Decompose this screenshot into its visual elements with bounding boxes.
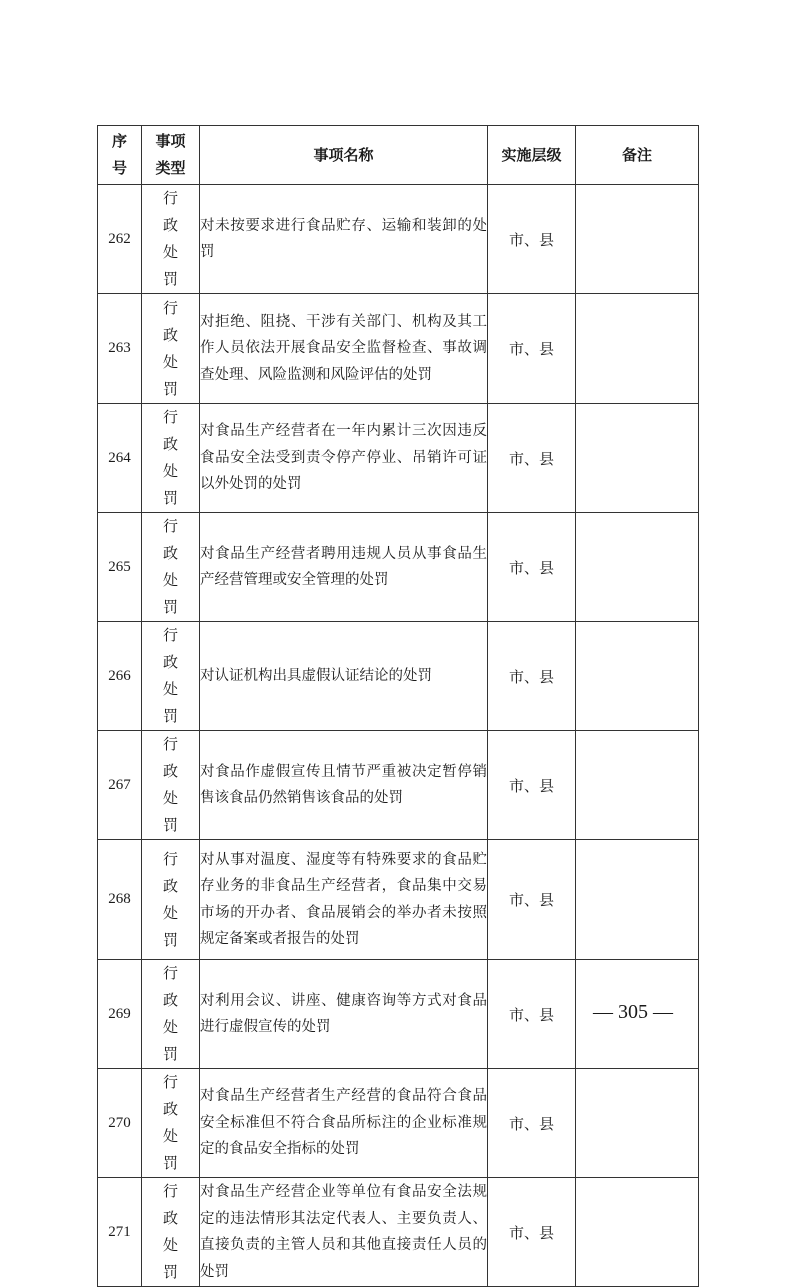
table-row — [98, 294, 699, 404]
type-cell: 行政处罚 — [142, 185, 200, 294]
name-cell: 对食品生产经营者在一年内累计三次因违反食品安全法受到责令停产停业、吊销许可证以外处罚的处罚 — [200, 404, 488, 513]
name-cell: 对食品生产经营者生产经营的食品符合食品安全标准但不符合食品所标注的企业标准规定的食品安全指标的处罚 — [200, 1069, 488, 1178]
table-row — [98, 1178, 699, 1287]
type-cell: 行政处罚 — [142, 294, 200, 404]
note-cell — [576, 1069, 699, 1178]
note-cell — [576, 731, 699, 840]
seq-cell: 265 — [98, 513, 142, 622]
name-cell: 对食品生产经营企业等单位有食品安全法规定的违法情形其法定代表人、主要负责人、直接负责的主管人员和其他直接责任人员的处罚 — [200, 1178, 488, 1287]
seq-cell: 271 — [98, 1178, 142, 1287]
seq-cell: 263 — [98, 294, 142, 404]
name-cell: 对食品作虚假宣传且情节严重被决定暂停销售该食品仍然销售该食品的处罚 — [200, 731, 488, 840]
items-table — [97, 125, 699, 1287]
seq-cell: 268 — [98, 840, 142, 960]
seq-cell: 269 — [98, 960, 142, 1069]
type-cell: 行政处罚 — [142, 1069, 200, 1178]
table-row — [98, 622, 699, 731]
level-cell: 市、县 — [488, 731, 576, 840]
note-cell — [576, 294, 699, 404]
header-note: 备注 — [576, 126, 699, 185]
table-row — [98, 185, 699, 294]
type-cell: 行政处罚 — [142, 960, 200, 1069]
note-cell — [576, 1178, 699, 1287]
type-cell: 行政处罚 — [142, 731, 200, 840]
name-cell: 对从事对温度、湿度等有特殊要求的食品贮存业务的非食品生产经营者，食品集中交易市场的开办者、食品展销会的举办者未按照规定备案或者报告的处罚 — [200, 840, 488, 960]
level-cell: 市、县 — [488, 404, 576, 513]
type-cell: 行政处罚 — [142, 1178, 200, 1287]
level-cell: 市、县 — [488, 960, 576, 1069]
name-cell: 对未按要求进行食品贮存、运输和装卸的处罚 — [200, 185, 488, 294]
header-row — [98, 126, 699, 185]
name-cell: 对利用会议、讲座、健康咨询等方式对食品进行虚假宣传的处罚 — [200, 960, 488, 1069]
level-cell: 市、县 — [488, 185, 576, 294]
table-row — [98, 840, 699, 960]
type-cell: 行政处罚 — [142, 513, 200, 622]
header-type: 事项类型 — [142, 126, 200, 185]
seq-cell: 270 — [98, 1069, 142, 1178]
note-cell — [576, 840, 699, 960]
type-cell: 行政处罚 — [142, 840, 200, 960]
seq-cell: 266 — [98, 622, 142, 731]
table-row — [98, 404, 699, 513]
level-cell: 市、县 — [488, 1069, 576, 1178]
seq-cell: 262 — [98, 185, 142, 294]
header-name: 事项名称 — [200, 126, 488, 185]
type-cell: 行政处罚 — [142, 404, 200, 513]
header-seq: 序号 — [98, 126, 142, 185]
seq-cell: 264 — [98, 404, 142, 513]
note-cell — [576, 185, 699, 294]
note-cell — [576, 404, 699, 513]
name-cell: 对拒绝、阻挠、干涉有关部门、机构及其工作人员依法开展食品安全监督检查、事故调查处理、风险监测和风险评估的处罚 — [200, 294, 488, 404]
page-number: — 305 — — [593, 1001, 673, 1023]
level-cell: 市、县 — [488, 622, 576, 731]
table-row — [98, 1069, 699, 1178]
note-cell — [576, 622, 699, 731]
note-cell — [576, 513, 699, 622]
seq-cell: 267 — [98, 731, 142, 840]
table-row — [98, 731, 699, 840]
level-cell: 市、县 — [488, 840, 576, 960]
table-row — [98, 513, 699, 622]
level-cell: 市、县 — [488, 1178, 576, 1287]
name-cell: 对认证机构出具虚假认证结论的处罚 — [200, 622, 488, 731]
level-cell: 市、县 — [488, 294, 576, 404]
type-cell: 行政处罚 — [142, 622, 200, 731]
level-cell: 市、县 — [488, 513, 576, 622]
name-cell: 对食品生产经营者聘用违规人员从事食品生产经营管理或安全管理的处罚 — [200, 513, 488, 622]
header-level: 实施层级 — [488, 126, 576, 185]
